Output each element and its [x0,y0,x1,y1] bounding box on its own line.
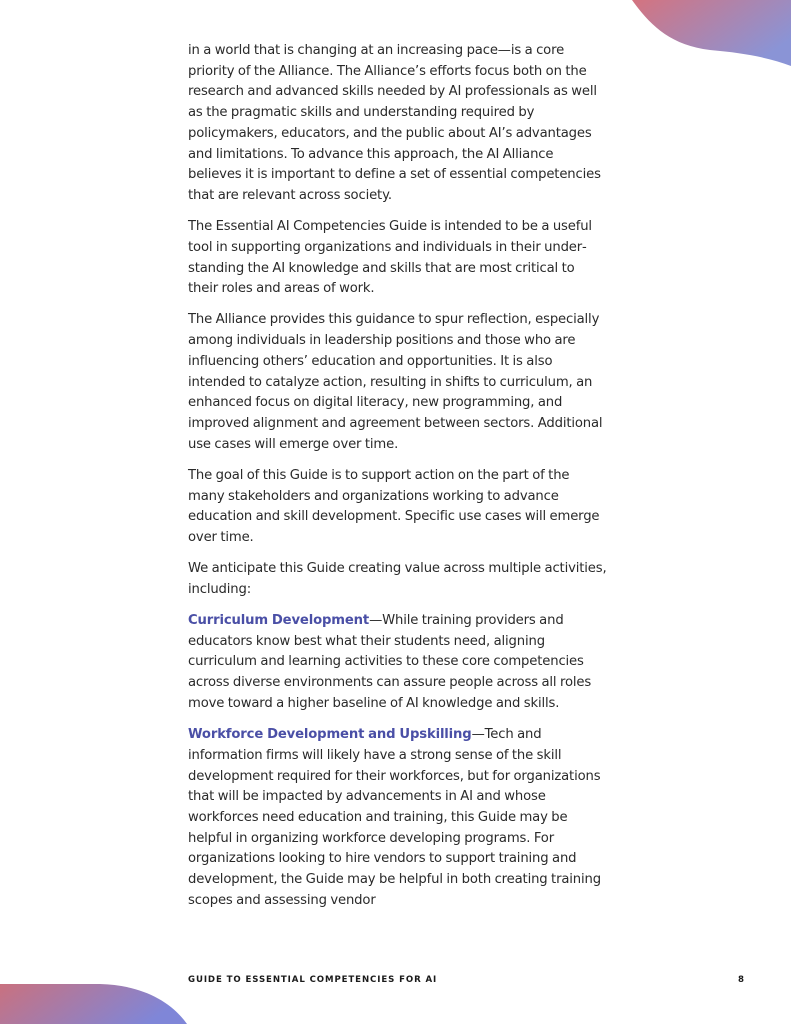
use-case-heading: Curriculum Development [188,613,370,629]
paragraph: The Essential AI Competencies Guide is intended to be a useful tool in supporting organizations and individuals in their understanding the AI knowledge and skills that are most critical to their roles and areas of work. [188,219,592,297]
paragraph: in a world that is changing at an increasing pace—is a core priority of the Alliance. The Alliance’s efforts focus both on the research and advanced skills needed by AI professionals as well as the pragmatic skills and understanding required by policymakers, educators, and the public about AI’s advantages and limitations. To advance this approach, the AI Alliance believes it is important to define a set of essential competencies that are relevant across society. [188,43,601,203]
page-number: 8 [738,975,744,985]
use-case-text: —While training providers and educators know best what their students need, aligning curriculum and learning activities to these core competencies across diverse environments can assure people across all roles move toward a higher baseline of AI knowledge and skills. [188,613,592,711]
body-text [188,41,608,922]
use-case-item [188,725,608,911]
use-case-item [188,611,608,715]
footer-title: GUIDE TO ESSENTIAL COMPETENCIES FOR AI [188,975,438,985]
paragraph: The Alliance provides this guidance to spur reflection, especially among individuals in leadership positions and those who are influencing others’ education and opportunities. It is also intended to catalyze action, resulting in shifts to curriculum, an enhanced focus on digital literacy, new programming, and improved alignment and agreement between sectors. Additional use cases will emerge over time. [188,312,603,452]
use-case-heading: Workforce Development and Upskilling [188,727,472,743]
use-case-text: —Tech and information firms will likely have a strong sense of the skill development required for their workforces, but for organizations that will be impacted by advancements in AI and whose workforces need education and training, this Guide may be helpful in organizing workforce developing programs. For organizations looking to hire vendors to support training and development, the Guide may be helpful in both creating training scopes and assessing vendor [188,727,601,908]
paragraph: The goal of this Guide is to support action on the part of the many stakeholders and organizations working to advance education and skill development. Specific use cases will emerge over time. [188,467,600,545]
paragraph: We anticipate this Guide creating value across multiple activities, including: [188,561,607,597]
